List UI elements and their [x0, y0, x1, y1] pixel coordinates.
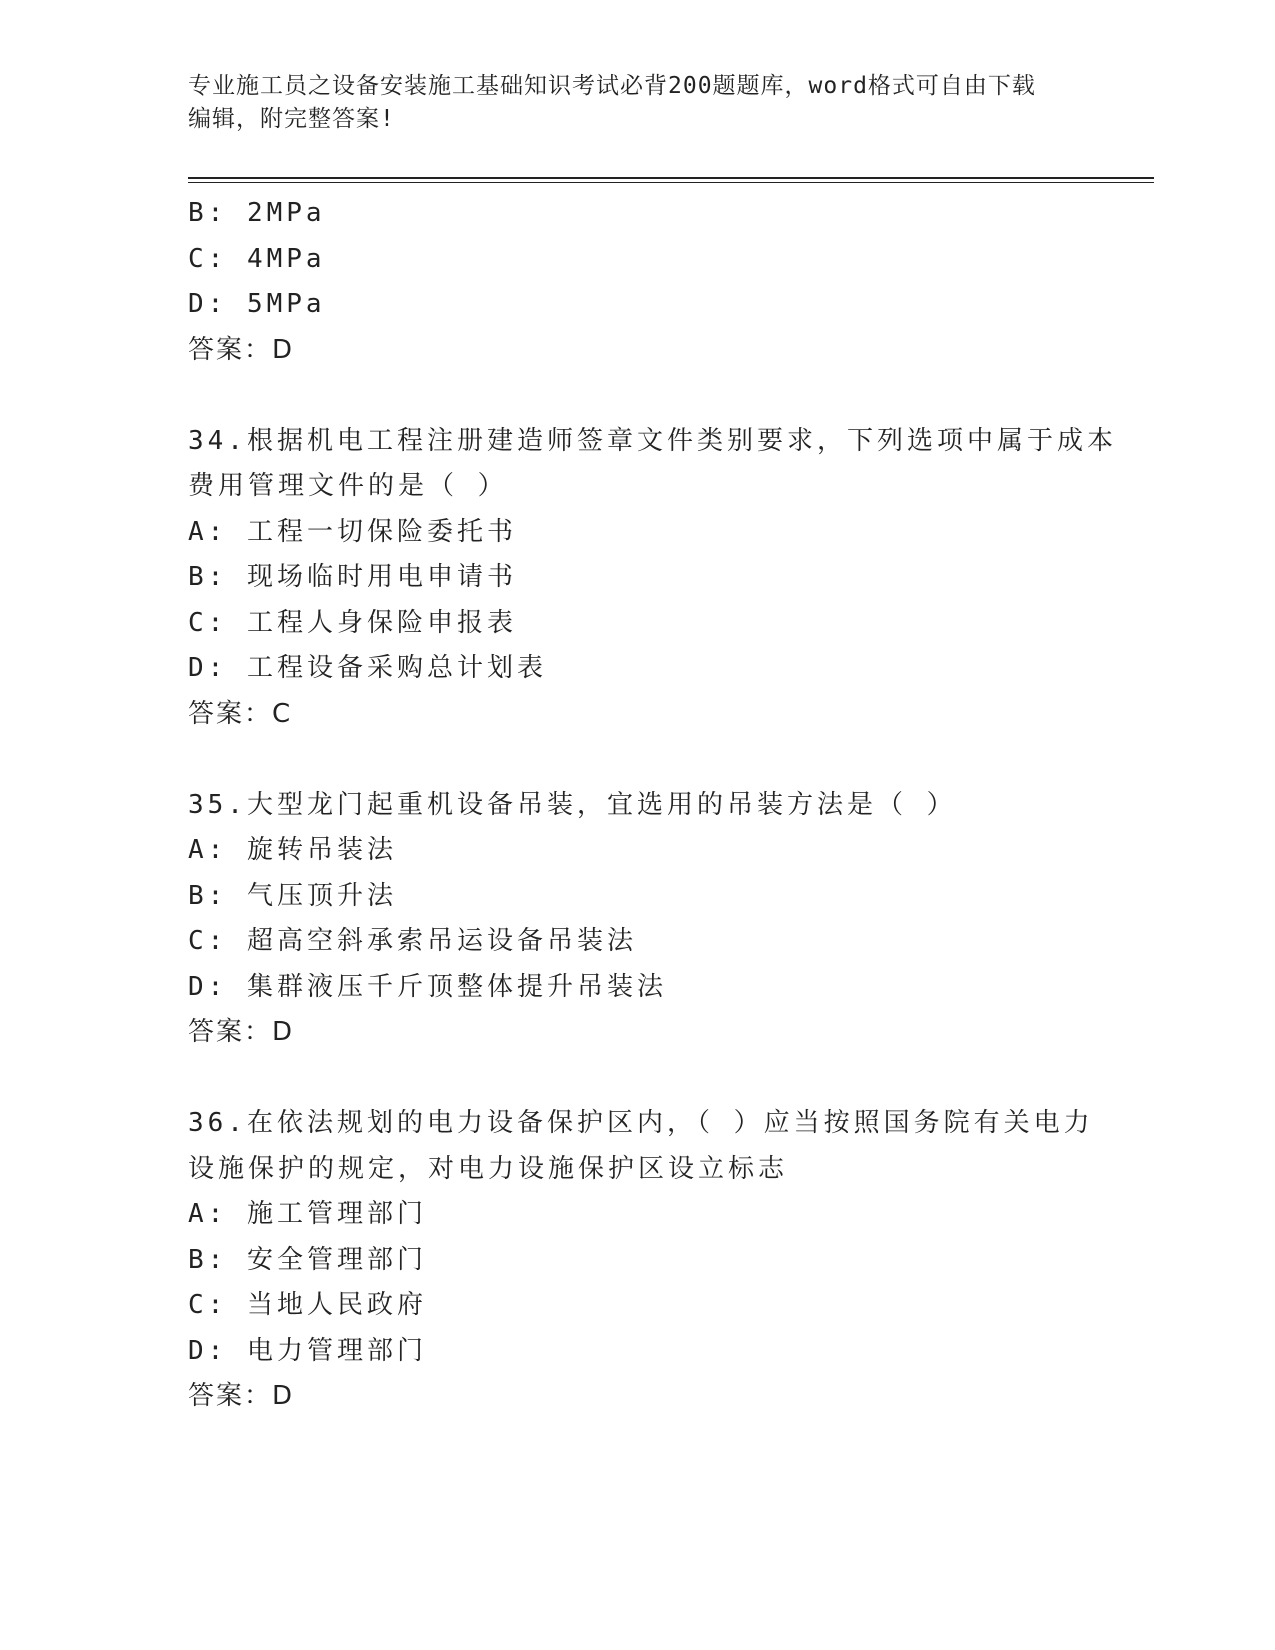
question-33-tail: [188, 191, 1088, 373]
option-b: B: 2MPa: [188, 198, 326, 228]
option-a: A: 工程一切保险委托书: [188, 516, 517, 547]
question-34: [188, 419, 1117, 738]
header-divider-thin: [188, 182, 1154, 183]
option-a: A: 旋转吊装法: [188, 835, 397, 865]
question-spacer: [188, 1056, 1088, 1102]
option-c: C: 工程人身保险申报表: [188, 607, 517, 638]
option-c: C: 当地人民政府: [188, 1290, 427, 1320]
question-stem: 34.根据机电工程注册建造师签章文件类别要求，下列选项中属于成本: [188, 425, 1117, 456]
header-divider-thick: [188, 177, 1154, 179]
header-title-line2: 编辑，附完整答案!: [188, 106, 395, 132]
document-header: [188, 70, 1068, 136]
option-d: D: 集群液压千斤顶整体提升吊装法: [188, 971, 667, 1002]
question-list: [188, 191, 1117, 1420]
question-spacer: [188, 373, 1088, 419]
answer-label: 答案：D: [188, 1017, 295, 1047]
option-c: C: 4MPa: [188, 243, 326, 274]
question-stem: 35.大型龙门起重机设备吊装，宜选用的吊装方法是（ ）: [188, 789, 957, 820]
question-stem-continued: 设施保护的规定，对电力设施保护区设立标志: [188, 1153, 789, 1184]
answer-label: 答案：D: [188, 1381, 295, 1411]
option-b: B: 气压顶升法: [188, 880, 397, 911]
option-a: A: 施工管理部门: [188, 1199, 427, 1229]
option-c: C: 超高空斜承索吊运设备吊装法: [188, 926, 637, 956]
header-title-line1: 专业施工员之设备安装施工基础知识考试必背200题题库，word格式可自由下载: [188, 73, 1036, 99]
option-d: D: 工程设备采购总计划表: [188, 653, 547, 683]
question-stem: 36.在依法规划的电力设备保护区内，（ ）应当按照国务院有关电力: [188, 1108, 1094, 1138]
option-d: D: 5MPa: [188, 289, 326, 319]
question-stem-continued: 费用管理文件的是（ ）: [188, 471, 508, 501]
option-b: B: 安全管理部门: [188, 1244, 427, 1275]
answer-label: 答案：D: [188, 334, 295, 365]
question-spacer: [188, 737, 1088, 783]
question-36: [188, 1101, 1094, 1420]
answer-label: 答案：C: [188, 698, 293, 729]
option-b: B: 现场临时用电申请书: [188, 562, 517, 592]
question-35: [188, 783, 1088, 1056]
option-d: D: 电力管理部门: [188, 1335, 427, 1366]
